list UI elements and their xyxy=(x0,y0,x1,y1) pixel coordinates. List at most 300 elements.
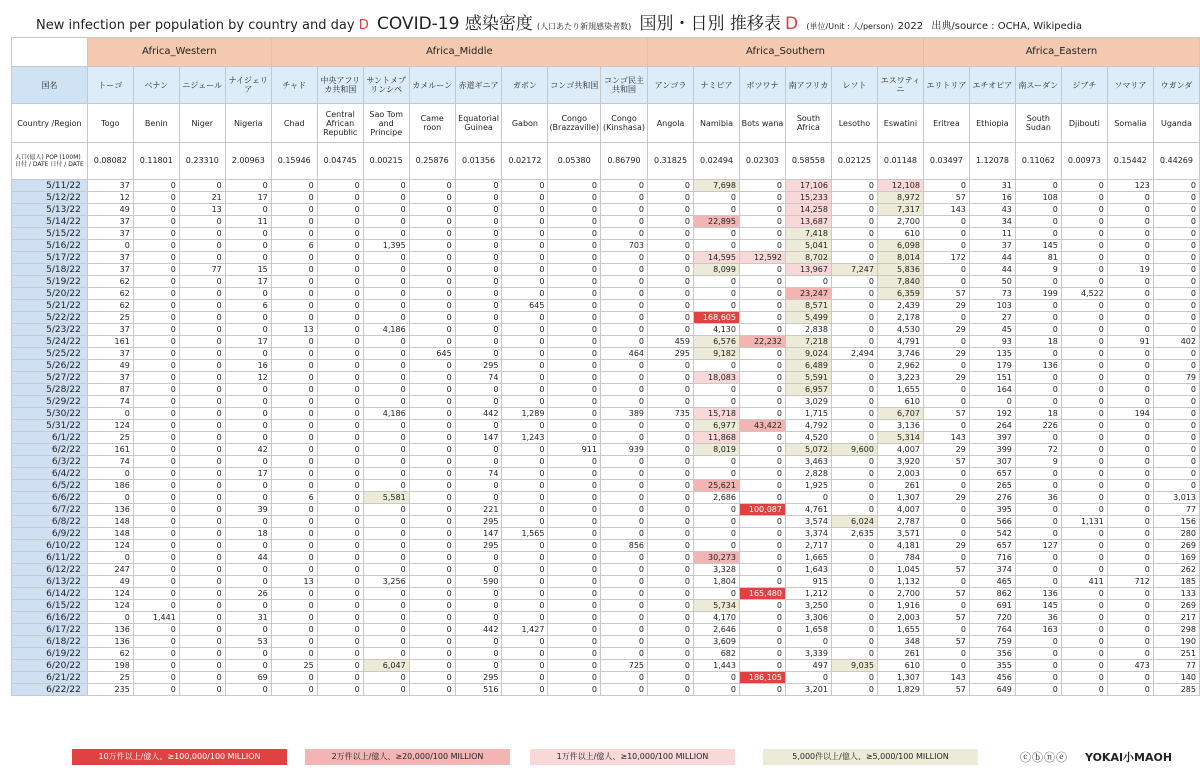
value-cell: 0 xyxy=(317,300,363,312)
value-cell: 79 xyxy=(1153,372,1199,384)
value-cell: 0 xyxy=(548,372,601,384)
value-cell: 36 xyxy=(1015,612,1061,624)
value-cell: 0 xyxy=(363,264,409,276)
population-value: 0.04745 xyxy=(317,143,363,180)
table-row xyxy=(12,672,1200,684)
value-cell: 0 xyxy=(317,324,363,336)
value-cell: 3,136 xyxy=(877,420,923,432)
value-cell: 2,962 xyxy=(877,360,923,372)
value-cell: 42 xyxy=(225,444,271,456)
value-cell: 15,233 xyxy=(785,192,831,204)
value-cell: 0 xyxy=(179,288,225,300)
value-cell: 0 xyxy=(1107,420,1153,432)
value-cell: 0 xyxy=(133,552,179,564)
value-cell: 0 xyxy=(409,204,455,216)
value-cell: 0 xyxy=(271,516,317,528)
value-cell: 0 xyxy=(179,576,225,588)
value-cell: 0 xyxy=(271,528,317,540)
value-cell: 31 xyxy=(225,612,271,624)
date-cell: 5/24/22 xyxy=(12,336,88,348)
value-cell: 145 xyxy=(1015,240,1061,252)
value-cell: 0 xyxy=(409,660,455,672)
value-cell: 13,967 xyxy=(785,264,831,276)
value-cell: 610 xyxy=(877,660,923,672)
date-cell: 6/18/22 xyxy=(12,636,88,648)
value-cell: 0 xyxy=(739,396,785,408)
value-cell: 0 xyxy=(409,528,455,540)
value-cell: 0 xyxy=(179,564,225,576)
table-row xyxy=(12,636,1200,648)
value-cell: 764 xyxy=(969,624,1015,636)
value-cell: 7,840 xyxy=(877,276,923,288)
value-cell: 0 xyxy=(739,276,785,288)
value-cell: 151 xyxy=(969,372,1015,384)
title-mark-2: D xyxy=(785,14,799,34)
value-cell: 0 xyxy=(923,312,969,324)
value-cell: 0 xyxy=(133,480,179,492)
value-cell: 0 xyxy=(133,660,179,672)
value-cell: 0 xyxy=(1153,204,1199,216)
value-cell: 0 xyxy=(1107,372,1153,384)
date-cell: 5/28/22 xyxy=(12,384,88,396)
value-cell: 0 xyxy=(317,588,363,600)
value-cell: 0 xyxy=(739,300,785,312)
value-cell: 295 xyxy=(648,348,694,360)
value-cell: 0 xyxy=(739,324,785,336)
value-cell: 0 xyxy=(502,396,548,408)
value-cell: 0 xyxy=(923,480,969,492)
value-cell: 0 xyxy=(133,588,179,600)
value-cell: 0 xyxy=(363,180,409,192)
value-cell: 0 xyxy=(363,396,409,408)
date-cell: 5/13/22 xyxy=(12,204,88,216)
value-cell: 0 xyxy=(1107,276,1153,288)
value-cell: 7,418 xyxy=(785,228,831,240)
value-cell: 0 xyxy=(363,516,409,528)
value-cell: 0 xyxy=(409,180,455,192)
value-cell: 0 xyxy=(548,348,601,360)
value-cell: 516 xyxy=(455,684,502,696)
value-cell: 784 xyxy=(877,552,923,564)
value-cell: 0 xyxy=(179,636,225,648)
value-cell: 0 xyxy=(600,552,647,564)
value-cell: 0 xyxy=(831,384,877,396)
value-cell: 100,087 xyxy=(739,504,785,516)
value-cell: 0 xyxy=(1061,276,1107,288)
date-cell: 5/31/22 xyxy=(12,420,88,432)
value-cell: 0 xyxy=(1107,516,1153,528)
value-cell: 397 xyxy=(969,432,1015,444)
value-cell: 0 xyxy=(179,480,225,492)
table-row xyxy=(12,492,1200,504)
value-cell: 0 xyxy=(739,240,785,252)
value-cell: 226 xyxy=(1015,420,1061,432)
value-cell: 0 xyxy=(1107,564,1153,576)
date-cell: 5/23/22 xyxy=(12,324,88,336)
value-cell: 0 xyxy=(502,492,548,504)
value-cell: 3,746 xyxy=(877,348,923,360)
date-cell: 6/8/22 xyxy=(12,516,88,528)
value-cell: 0 xyxy=(409,636,455,648)
value-cell: 0 xyxy=(1107,552,1153,564)
value-cell: 3,250 xyxy=(785,600,831,612)
value-cell: 0 xyxy=(409,228,455,240)
value-cell: 0 xyxy=(1153,180,1199,192)
value-cell: 0 xyxy=(739,600,785,612)
value-cell: 179 xyxy=(969,360,1015,372)
value-cell: 0 xyxy=(317,336,363,348)
table-row xyxy=(12,444,1200,456)
value-cell: 0 xyxy=(548,324,601,336)
value-cell: 0 xyxy=(133,216,179,228)
table-row xyxy=(12,684,1200,696)
value-cell: 4,791 xyxy=(877,336,923,348)
value-cell: 2,439 xyxy=(877,300,923,312)
value-cell: 135 xyxy=(969,348,1015,360)
population-value: 0.02494 xyxy=(694,143,740,180)
value-cell: 0 xyxy=(271,180,317,192)
table-row xyxy=(12,468,1200,480)
value-cell: 0 xyxy=(502,240,548,252)
value-cell: 16 xyxy=(225,360,271,372)
value-cell: 0 xyxy=(831,672,877,684)
value-cell: 0 xyxy=(739,660,785,672)
value-cell: 0 xyxy=(271,204,317,216)
region-header: Africa_Southern xyxy=(648,38,924,67)
value-cell: 133 xyxy=(1153,588,1199,600)
value-cell: 0 xyxy=(1107,588,1153,600)
value-cell: 6,359 xyxy=(877,288,923,300)
value-cell: 0 xyxy=(409,600,455,612)
value-cell: 0 xyxy=(548,684,601,696)
value-cell: 0 xyxy=(133,336,179,348)
value-cell: 0 xyxy=(548,564,601,576)
value-cell: 0 xyxy=(1015,648,1061,660)
country-name-en: Central African Republic xyxy=(317,104,363,143)
value-cell: 0 xyxy=(271,372,317,384)
value-cell: 15 xyxy=(225,264,271,276)
value-cell: 0 xyxy=(548,600,601,612)
value-cell: 0 xyxy=(739,540,785,552)
value-cell: 1,212 xyxy=(785,588,831,600)
value-cell: 0 xyxy=(363,624,409,636)
value-cell: 0 xyxy=(548,276,601,288)
value-cell: 37 xyxy=(87,180,133,192)
value-cell: 2,700 xyxy=(877,588,923,600)
value-cell: 12,108 xyxy=(877,180,923,192)
value-cell: 0 xyxy=(923,180,969,192)
value-cell: 0 xyxy=(179,588,225,600)
value-cell: 0 xyxy=(502,648,548,660)
table-row xyxy=(12,552,1200,564)
value-cell: 0 xyxy=(600,480,647,492)
population-value: 0.00973 xyxy=(1061,143,1107,180)
value-cell: 8,972 xyxy=(877,192,923,204)
value-cell: 0 xyxy=(1061,636,1107,648)
value-cell: 0 xyxy=(409,516,455,528)
value-cell: 4,181 xyxy=(877,540,923,552)
value-cell: 14,595 xyxy=(694,252,740,264)
value-cell: 2,686 xyxy=(694,492,740,504)
table-row xyxy=(12,648,1200,660)
value-cell: 0 xyxy=(694,240,740,252)
table-row xyxy=(12,456,1200,468)
value-cell: 307 xyxy=(969,456,1015,468)
value-cell: 0 xyxy=(317,480,363,492)
table-row xyxy=(12,624,1200,636)
value-cell: 18 xyxy=(1015,408,1061,420)
value-cell: 1,829 xyxy=(877,684,923,696)
value-cell: 0 xyxy=(1015,528,1061,540)
value-cell: 0 xyxy=(455,588,502,600)
value-cell: 23,247 xyxy=(785,288,831,300)
value-cell: 0 xyxy=(600,492,647,504)
value-cell: 0 xyxy=(363,312,409,324)
value-cell: 0 xyxy=(179,360,225,372)
value-cell: 0 xyxy=(739,432,785,444)
value-cell: 136 xyxy=(87,636,133,648)
country-name-en: Chad xyxy=(271,104,317,143)
value-cell: 0 xyxy=(923,468,969,480)
country-name-jp: エリトリア xyxy=(923,67,969,104)
value-cell: 0 xyxy=(739,636,785,648)
value-cell: 29 xyxy=(923,348,969,360)
legend-item: 1万件以上/億人、≥10,000/100 MILLION xyxy=(530,749,735,765)
value-cell: 0 xyxy=(225,324,271,336)
value-cell: 0 xyxy=(548,420,601,432)
value-cell: 0 xyxy=(923,396,969,408)
value-cell: 0 xyxy=(317,672,363,684)
value-cell: 147 xyxy=(455,432,502,444)
value-cell: 198 xyxy=(87,660,133,672)
value-cell: 0 xyxy=(600,264,647,276)
value-cell: 143 xyxy=(923,432,969,444)
value-cell: 0 xyxy=(1107,288,1153,300)
value-cell: 9 xyxy=(1015,264,1061,276)
country-region-header: Country /Region xyxy=(12,104,88,143)
value-cell: 0 xyxy=(1061,456,1107,468)
value-cell: 0 xyxy=(648,564,694,576)
value-cell: 0 xyxy=(694,300,740,312)
value-cell: 0 xyxy=(225,408,271,420)
value-cell: 0 xyxy=(739,552,785,564)
value-cell: 7,698 xyxy=(694,180,740,192)
date-cell: 6/1/22 xyxy=(12,432,88,444)
value-cell: 136 xyxy=(87,504,133,516)
value-cell: 0 xyxy=(1061,408,1107,420)
value-cell: 0 xyxy=(600,612,647,624)
value-cell: 0 xyxy=(1107,348,1153,360)
value-cell: 735 xyxy=(648,408,694,420)
value-cell: 0 xyxy=(502,216,548,228)
value-cell: 0 xyxy=(179,504,225,516)
value-cell: 590 xyxy=(455,576,502,588)
value-cell: 691 xyxy=(969,600,1015,612)
value-cell: 0 xyxy=(502,600,548,612)
value-cell: 0 xyxy=(317,504,363,516)
value-cell: 0 xyxy=(831,612,877,624)
value-cell: 0 xyxy=(179,684,225,696)
value-cell: 262 xyxy=(1153,564,1199,576)
value-cell: 0 xyxy=(1107,216,1153,228)
value-cell: 0 xyxy=(739,576,785,588)
value-cell: 4,130 xyxy=(694,324,740,336)
value-cell: 0 xyxy=(363,480,409,492)
date-cell: 6/5/22 xyxy=(12,480,88,492)
value-cell: 0 xyxy=(600,588,647,600)
value-cell: 0 xyxy=(225,228,271,240)
value-cell: 0 xyxy=(600,360,647,372)
value-cell: 31 xyxy=(969,180,1015,192)
value-cell: 62 xyxy=(87,288,133,300)
value-cell: 0 xyxy=(1015,324,1061,336)
value-cell: 0 xyxy=(502,480,548,492)
value-cell: 0 xyxy=(739,456,785,468)
value-cell: 0 xyxy=(831,648,877,660)
value-cell: 0 xyxy=(133,516,179,528)
value-cell: 37 xyxy=(87,348,133,360)
value-cell: 411 xyxy=(1061,576,1107,588)
population-header xyxy=(12,143,88,180)
value-cell: 0 xyxy=(831,408,877,420)
table-row xyxy=(12,180,1200,192)
value-cell: 0 xyxy=(923,216,969,228)
population-value: 0.15946 xyxy=(271,143,317,180)
value-cell: 0 xyxy=(409,468,455,480)
value-cell: 0 xyxy=(409,552,455,564)
date-cell: 6/9/22 xyxy=(12,528,88,540)
value-cell: 0 xyxy=(455,480,502,492)
value-cell: 3,920 xyxy=(877,456,923,468)
table-row xyxy=(12,276,1200,288)
value-cell: 1,131 xyxy=(1061,516,1107,528)
value-cell: 0 xyxy=(271,360,317,372)
table-row xyxy=(12,228,1200,240)
value-cell: 0 xyxy=(409,288,455,300)
table-row xyxy=(12,372,1200,384)
value-cell: 0 xyxy=(363,672,409,684)
value-cell: 0 xyxy=(271,408,317,420)
value-cell: 0 xyxy=(271,456,317,468)
value-cell: 19 xyxy=(1107,264,1153,276)
value-cell: 0 xyxy=(317,396,363,408)
date-cell: 5/21/22 xyxy=(12,300,88,312)
value-cell: 0 xyxy=(363,444,409,456)
table-row xyxy=(12,288,1200,300)
value-cell: 0 xyxy=(271,420,317,432)
value-cell: 11 xyxy=(225,216,271,228)
value-cell: 0 xyxy=(455,204,502,216)
country-name-en: Bots wana xyxy=(739,104,785,143)
value-cell: 0 xyxy=(648,372,694,384)
value-cell: 0 xyxy=(648,600,694,612)
value-cell: 0 xyxy=(455,264,502,276)
value-cell: 0 xyxy=(831,276,877,288)
value-cell: 0 xyxy=(502,324,548,336)
value-cell: 0 xyxy=(455,312,502,324)
value-cell: 0 xyxy=(831,504,877,516)
value-cell: 389 xyxy=(600,408,647,420)
value-cell: 0 xyxy=(648,264,694,276)
value-cell: 0 xyxy=(317,648,363,660)
country-name-jp: ニジェール xyxy=(179,67,225,104)
value-cell: 0 xyxy=(363,192,409,204)
value-cell: 0 xyxy=(548,612,601,624)
table-row xyxy=(12,324,1200,336)
value-cell: 0 xyxy=(648,624,694,636)
value-cell: 0 xyxy=(1107,312,1153,324)
value-cell: 0 xyxy=(317,552,363,564)
value-cell: 0 xyxy=(548,504,601,516)
value-cell: 0 xyxy=(87,240,133,252)
value-cell: 185 xyxy=(1153,576,1199,588)
value-cell: 0 xyxy=(271,348,317,360)
value-cell: 0 xyxy=(831,240,877,252)
table-row xyxy=(12,480,1200,492)
value-cell: 276 xyxy=(969,492,1015,504)
country-name-jp: サントメプリンシペ xyxy=(363,67,409,104)
value-cell: 0 xyxy=(179,528,225,540)
value-cell: 0 xyxy=(363,528,409,540)
date-cell: 6/11/22 xyxy=(12,552,88,564)
value-cell: 0 xyxy=(739,360,785,372)
value-cell: 164 xyxy=(969,384,1015,396)
population-value: 0.31825 xyxy=(648,143,694,180)
country-name-en: Benin xyxy=(133,104,179,143)
value-cell: 295 xyxy=(455,516,502,528)
value-cell: 9,600 xyxy=(831,444,877,456)
value-cell: 0 xyxy=(133,252,179,264)
value-cell: 0 xyxy=(271,312,317,324)
value-cell: 3,374 xyxy=(785,528,831,540)
value-cell: 190 xyxy=(1153,636,1199,648)
value-cell: 0 xyxy=(548,204,601,216)
value-cell: 0 xyxy=(363,300,409,312)
value-cell: 0 xyxy=(133,420,179,432)
value-cell: 2,838 xyxy=(785,324,831,336)
value-cell: 0 xyxy=(648,360,694,372)
value-cell: 0 xyxy=(548,492,601,504)
value-cell: 0 xyxy=(548,396,601,408)
value-cell: 0 xyxy=(502,636,548,648)
value-cell: 0 xyxy=(739,492,785,504)
value-cell: 0 xyxy=(179,444,225,456)
title-year: 2022 xyxy=(897,21,924,32)
table-row xyxy=(12,564,1200,576)
date-cell: 6/21/22 xyxy=(12,672,88,684)
value-cell: 5,314 xyxy=(877,432,923,444)
value-cell: 0 xyxy=(455,600,502,612)
value-cell: 0 xyxy=(1153,384,1199,396)
value-cell: 0 xyxy=(363,288,409,300)
value-cell: 0 xyxy=(133,384,179,396)
value-cell: 0 xyxy=(600,384,647,396)
value-cell: 0 xyxy=(87,408,133,420)
value-cell: 720 xyxy=(969,612,1015,624)
value-cell: 0 xyxy=(409,672,455,684)
value-cell: 0 xyxy=(271,432,317,444)
value-cell: 0 xyxy=(225,684,271,696)
value-cell: 39 xyxy=(225,504,271,516)
value-cell: 0 xyxy=(363,360,409,372)
title-subtitle: (人口あたり新規感染者数) xyxy=(536,22,632,31)
value-cell: 0 xyxy=(179,408,225,420)
value-cell: 0 xyxy=(785,636,831,648)
value-cell: 0 xyxy=(1015,204,1061,216)
date-cell: 5/26/22 xyxy=(12,360,88,372)
value-cell: 3,609 xyxy=(694,636,740,648)
value-cell: 17,106 xyxy=(785,180,831,192)
